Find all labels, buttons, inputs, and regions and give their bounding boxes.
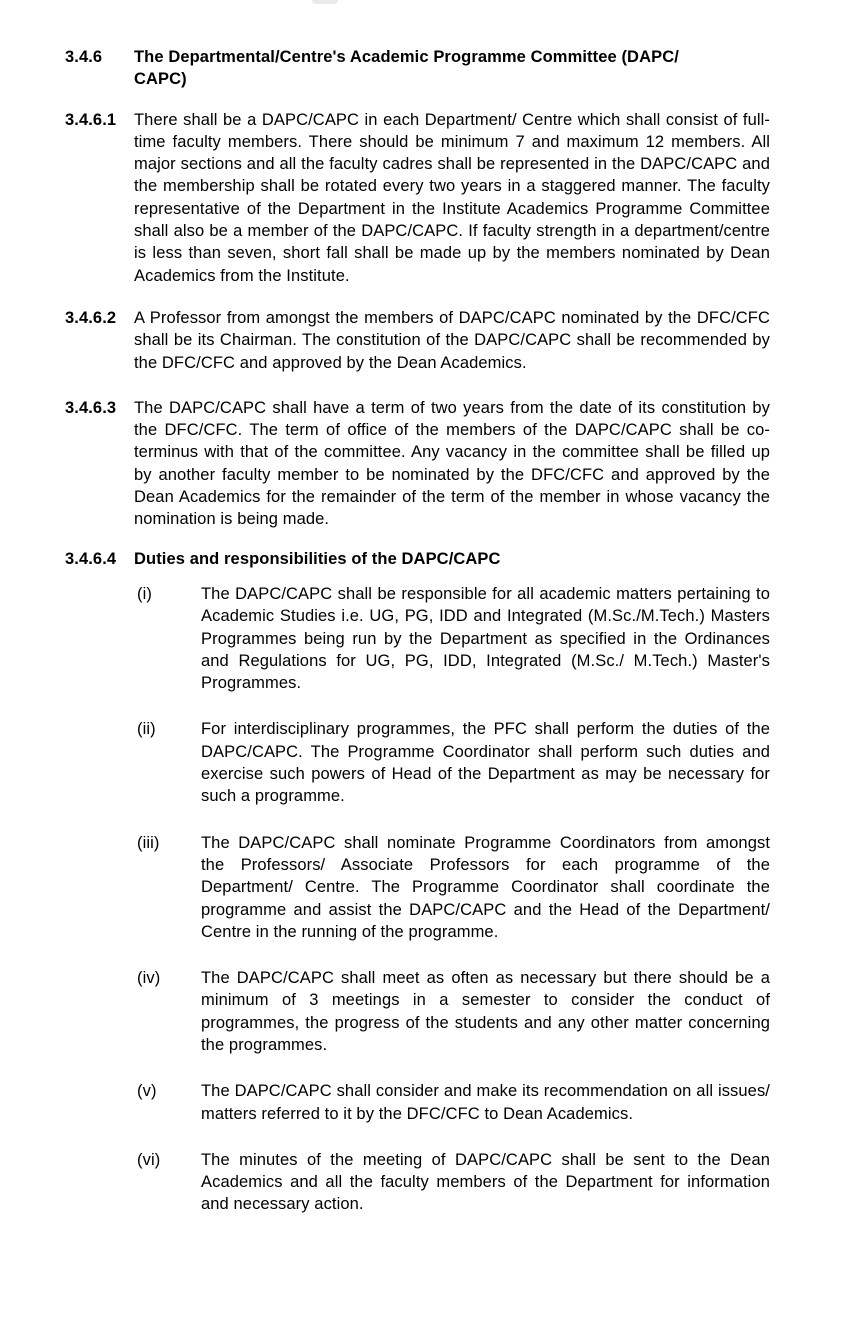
list-item-label: (iv) <box>137 969 161 988</box>
list-item-vi <box>134 1149 770 1216</box>
list-item-ii <box>134 718 770 807</box>
section-number: 3.4.6.4 <box>65 549 117 568</box>
page-content <box>65 46 770 1216</box>
list-item-i <box>134 583 770 694</box>
list-item-text: The DAPC/CAPC shall consider and make its recommendation on all issues/ matters referred to it by the DFC/CFC to Dean Academics. <box>201 1082 770 1123</box>
section-3-4-6 <box>65 46 770 91</box>
list-item-iii <box>134 832 770 943</box>
section-heading: The Departmental/Centre's Academic Programme Committee (DAPC/CAPC) <box>134 48 679 89</box>
section-number: 3.4.6.1 <box>65 110 117 129</box>
section-number: 3.4.6.3 <box>65 398 117 417</box>
section-paragraph: There shall be a DAPC/CAPC in each Department/ Centre which shall consist of full-time faculty members. There should be minimum 7 and maximum 12 members. All major sections and all the faculty cadres shall be represented in the DAPC/CAPC and the membership shall be rotated every two years in a staggered manner. The faculty representative of the Department in the Institute Academics Programme Committee shall also be a member of the DAPC/CAPC. If faculty strength in a department/centre is less than seven, short fall shall be made up by the members nominated by Dean Academics from the Institute. <box>134 110 770 285</box>
list-item-label: (i) <box>137 584 152 603</box>
list-item-label: (v) <box>137 1082 157 1101</box>
duties-list <box>134 583 770 1216</box>
list-item-text: The DAPC/CAPC shall meet as often as necessary but there should be a minimum of 3 meetings in a semester to consider the conduct of programmes, the progress of the students and any other matter concerning the programmes. <box>201 969 771 1054</box>
list-item-v <box>134 1080 770 1125</box>
section-number: 3.4.6.2 <box>65 308 117 327</box>
section-3-4-6-4 <box>65 548 770 570</box>
section-number: 3.4.6 <box>65 48 103 66</box>
list-item-iv <box>134 967 770 1056</box>
list-item-label: (iii) <box>137 833 160 852</box>
list-item-text: For interdisciplinary programmes, the PFC shall perform the duties of the DAPC/CAPC. The Programme Coordinator shall perform such duties and exercise such powers of Head of the Department as may be necessary for such a programme. <box>201 720 770 806</box>
section-3-4-6-1 <box>65 109 770 287</box>
list-item-text: The DAPC/CAPC shall be responsible for all academic matters pertaining to Academic Studies i.e. UG, PG, IDD and Integrated (M.Sc./M.Tech.) Masters Programmes being run by the Department as specified in the Ordinances and Regulations for UG, PG, IDD, Integrated (M.Sc./ M.Tech.) Master's Programmes. <box>201 584 770 693</box>
section-3-4-6-2 <box>65 307 770 374</box>
section-3-4-6-3 <box>65 397 770 531</box>
list-item-label: (ii) <box>137 720 156 739</box>
section-heading: Duties and responsibilities of the DAPC/CAPC <box>134 549 501 568</box>
scan-artifact <box>312 0 338 4</box>
list-item-text: The DAPC/CAPC shall nominate Programme Coordinators from amongst the Professors/ Associate Professors for each programme of the Department/ Centre. The Programme Coordinator shall coordinate the programme and assist the DAPC/CAPC and the Head of the Department/ Centre in the running of the programme. <box>201 833 770 941</box>
section-paragraph: A Professor from amongst the members of DAPC/CAPC nominated by the DFC/CFC shall be its Chairman. The constitution of the DAPC/CAPC shall be recommended by the DFC/CFC and approved by the Dean Academics. <box>134 308 771 372</box>
list-item-label: (vi) <box>137 1150 161 1169</box>
section-paragraph: The DAPC/CAPC shall have a term of two years from the date of its constitution by the DFC/CFC. The term of office of the members of the DAPC/CAPC shall be co-terminus with that of the committee. Any vacancy in the committee shall be filled up by another faculty member to be nominated by the DFC/CFC and approved by the Dean Academics for the remainder of the term of the member in whose vacancy the nomination is being made. <box>134 398 771 529</box>
list-item-text: The minutes of the meeting of DAPC/CAPC shall be sent to the Dean Academics and all the faculty members of the Department for information and necessary action. <box>201 1150 770 1214</box>
